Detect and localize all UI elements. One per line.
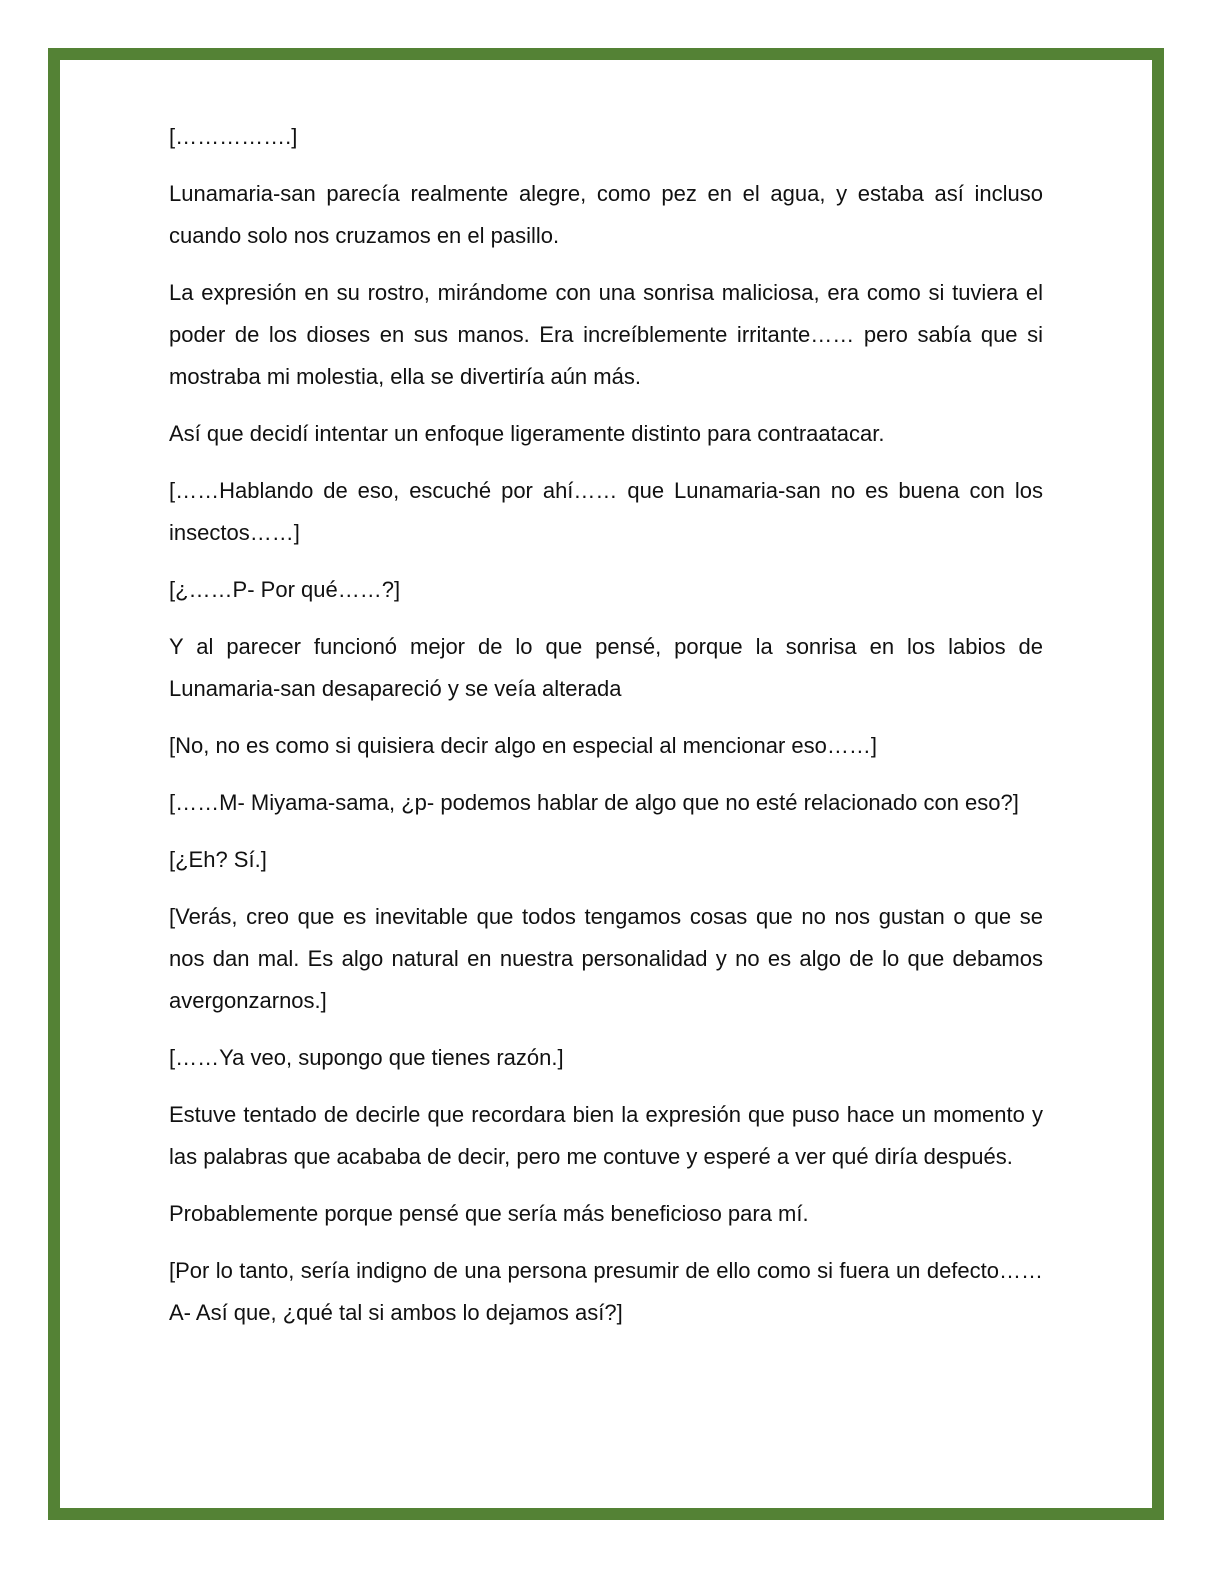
- document-body: [169, 116, 1043, 1349]
- paragraph: [……Ya veo, supongo que tienes razón.]: [169, 1045, 564, 1070]
- paragraph: Probablemente porque pensé que sería más beneficioso para mí.: [169, 1201, 809, 1226]
- paragraph: [¿Eh? Sí.]: [169, 847, 267, 872]
- paragraph: [Por lo tanto, sería indigno de una persona presumir de ello como si fuera un defecto…… A- Así que, ¿qué tal si ambos lo dejamos así?]: [169, 1258, 1043, 1325]
- paragraph: La expresión en su rostro, mirándome con una sonrisa maliciosa, era como si tuviera el poder de los dioses en sus manos. Era increíblemente irritante…… pero sabía que si mostraba mi molestia, ella se divertiría aún más.: [169, 280, 1043, 389]
- paragraph: Así que decidí intentar un enfoque ligeramente distinto para contraatacar.: [169, 421, 885, 446]
- paragraph: [……Hablando de eso, escuché por ahí…… que Lunamaria-san no es buena con los insectos……]: [169, 478, 1043, 545]
- paragraph: Lunamaria-san parecía realmente alegre, como pez en el agua, y estaba así incluso cuando solo nos cruzamos en el pasillo.: [169, 181, 1043, 248]
- paragraph: Y al parecer funcionó mejor de lo que pensé, porque la sonrisa en los labios de Lunamaria-san desapareció y se veía alterada: [169, 634, 1043, 701]
- paragraph: [Verás, creo que es inevitable que todos tengamos cosas que no nos gustan o que se nos dan mal. Es algo natural en nuestra personalidad y no es algo de lo que debamos avergonzarnos.]: [169, 904, 1043, 1013]
- paragraph: Estuve tentado de decirle que recordara bien la expresión que puso hace un momento y las palabras que acababa de decir, pero me contuve y esperé a ver qué diría después.: [169, 1102, 1043, 1169]
- paragraph: [No, no es como si quisiera decir algo en especial al mencionar eso……]: [169, 733, 878, 758]
- paragraph: [……M- Miyama-sama, ¿p- podemos hablar de algo que no esté relacionado con eso?]: [169, 790, 1019, 815]
- paragraph: [¿……P- Por qué……?]: [169, 577, 401, 602]
- paragraph: […………….]: [169, 124, 298, 149]
